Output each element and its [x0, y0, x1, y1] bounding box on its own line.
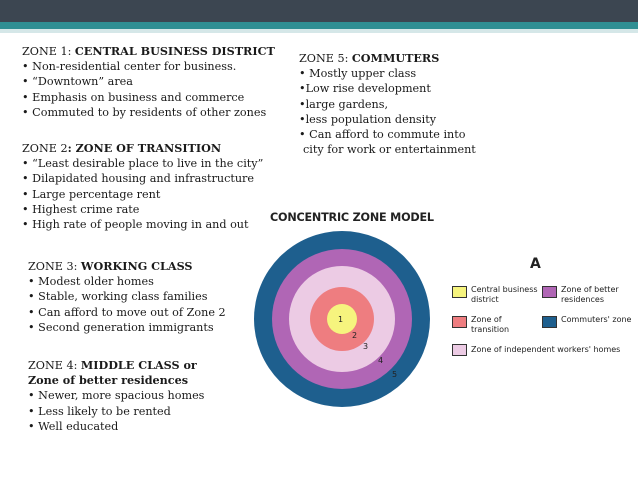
zone-4-prefix: ZONE 4: [28, 359, 81, 372]
legend-better-line1: Zone of better [561, 285, 619, 294]
legend-better-line2: residences [561, 294, 604, 304]
zone-5-title [299, 51, 476, 66]
legend-text-cbd [471, 285, 538, 304]
legend-swatch-transition [452, 316, 467, 328]
zone-2-name: : ZONE OF TRANSITION [67, 141, 222, 155]
zone-2-section [22, 141, 263, 232]
zone-4-bullet: • Newer, more spacious homes [28, 389, 205, 403]
zone-3-bullet: • Stable, working class families [28, 290, 208, 304]
ring-label-3: 3 [363, 342, 369, 351]
legend-cbd-line1: Central business [471, 285, 538, 294]
zone-3-title [28, 259, 226, 274]
zone-2-prefix: ZONE 2 [22, 142, 68, 155]
legend-cbd-line2: district [471, 294, 499, 304]
ring-label-4: 4 [378, 356, 384, 365]
zone-3-bullet: • Second generation immigrants [28, 320, 214, 334]
zone-4-name-line1: MIDDLE CLASS or [80, 358, 197, 372]
zone-5-list [299, 66, 476, 157]
zone-1-list [22, 59, 275, 120]
ring-label-1: 1 [338, 315, 344, 324]
accent-band [0, 22, 638, 29]
legend-text-transition [471, 315, 509, 334]
legend-workers [452, 343, 620, 356]
legend-text-better [561, 285, 619, 304]
zone-1-bullet: • Non-residential center for business. [22, 60, 237, 74]
zone-4-bullet: • Well educated [28, 419, 119, 433]
zone-1-bullet: • Commuted to by residents of other zones [22, 105, 267, 119]
diagram-letter: A [530, 256, 541, 272]
zone-5-name: COMMUTERS [351, 51, 440, 65]
zone-1-bullet: • Emphasis on business and commerce [22, 90, 245, 104]
zone-2-list [22, 156, 263, 232]
zone-3-section [28, 259, 226, 335]
zone-2-bullet: • “Least desirable place to live in the city” [22, 157, 264, 171]
legend-transition-line2: transition [471, 324, 510, 334]
zone-2-bullet: • High rate of people moving in and out [22, 218, 249, 232]
legend-cbd [452, 285, 538, 304]
zone-1-bullet: • “Downtown” area [22, 75, 133, 89]
legend-workers-line1: Zone of independent workers' homes [471, 345, 621, 354]
zone-1-section [22, 44, 275, 120]
legend-swatch-workers [452, 344, 467, 356]
top-bar [0, 0, 638, 22]
zone-3-prefix: ZONE 3: [28, 260, 81, 273]
zone-3-bullet: • Modest older homes [28, 275, 154, 289]
zone-2-bullet: • Large percentage rent [22, 187, 161, 201]
accent-band-light [0, 29, 638, 33]
diagram-title: CONCENTRIC ZONE MODEL [270, 211, 434, 224]
legend-commuters-line1: Commuters' zone [561, 315, 632, 324]
legend-better [542, 285, 619, 304]
zone-4-name-line2: Zone of better residences [28, 373, 188, 388]
zone-4-list [28, 388, 204, 434]
ring-label-2: 2 [352, 331, 358, 340]
zone-4-bullet: • Less likely to be rented [28, 404, 171, 418]
zone-3-name: WORKING CLASS [80, 259, 193, 273]
zone-1-title [22, 44, 275, 59]
zone-2-bullet: • Dilapidated housing and infrastructure [22, 172, 255, 186]
zone-4-title-line2 [28, 373, 204, 388]
zone-1-prefix: ZONE 1: [22, 45, 75, 58]
zone-3-bullet: • Can afford to move out of Zone 2 [28, 305, 226, 319]
zone-5-bullet: •less population density [299, 112, 437, 126]
zone-5-section [299, 51, 476, 157]
zone-1-name: CENTRAL BUSINESS DISTRICT [74, 44, 275, 58]
legend-text-workers [471, 345, 620, 355]
legend-swatch-better [542, 286, 557, 298]
legend-swatch-cbd [452, 286, 467, 298]
concentric-zone-diagram [250, 230, 440, 410]
zone-5-bullet: • Can afford to commute into [299, 128, 466, 142]
zone-3-list [28, 274, 226, 335]
ring-label-5: 5 [392, 370, 398, 379]
legend-swatch-commuters [542, 316, 557, 328]
zone-5-bullet: •large gardens, [299, 97, 388, 111]
zone-4-title [28, 358, 204, 373]
zone-5-bullet: •Low rise development [299, 82, 431, 96]
zone-2-bullet: • Highest crime rate [22, 202, 140, 216]
zone-5-bullet: • Mostly upper class [299, 67, 417, 81]
legend-transition [452, 315, 509, 334]
legend-commuters [542, 315, 631, 328]
zone-5-prefix: ZONE 5: [299, 52, 352, 65]
zone-2-title [22, 141, 263, 156]
legend-transition-line1: Zone of [471, 315, 502, 324]
legend-text-commuters [561, 315, 631, 325]
zone-4-section [28, 358, 204, 434]
zone-5-bullet: city for work or entertainment [303, 143, 476, 157]
